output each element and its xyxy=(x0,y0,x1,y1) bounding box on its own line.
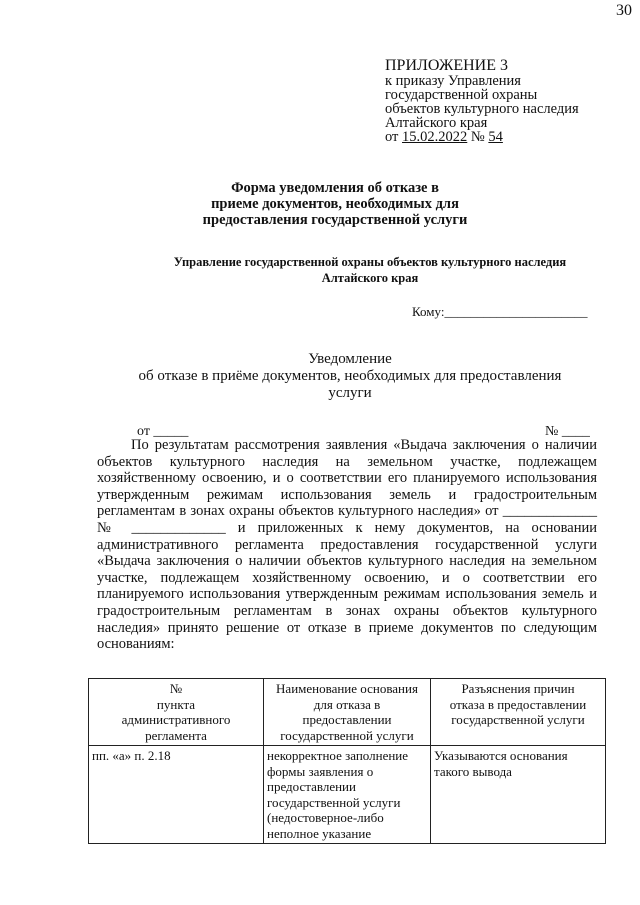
date-prefix: от xyxy=(385,129,403,145)
header-line: государственной услуги xyxy=(280,727,414,743)
header-line: отказа в предоставлении xyxy=(449,696,587,712)
cell-clause: пп. «а» п. 2.18 xyxy=(89,746,264,844)
notice-title xyxy=(100,351,600,402)
number-prefix: № xyxy=(467,129,489,145)
recipient-field: Кому:______________________ xyxy=(412,304,588,319)
table-row xyxy=(89,746,606,844)
appendix-line: объектов культурного наследия xyxy=(385,101,579,117)
header-explanation xyxy=(431,679,606,746)
appendix-line: Алтайского края xyxy=(385,115,488,131)
organization-name xyxy=(120,254,620,286)
appendix-date-line xyxy=(385,130,579,144)
order-date: 15.02.2022 xyxy=(402,129,468,145)
header-reason xyxy=(264,679,431,746)
grounds-table xyxy=(88,678,606,844)
form-title-line: предоставления государственной услуги xyxy=(202,212,468,228)
notice-title-line: услуги xyxy=(328,385,372,401)
page-number: 30 xyxy=(616,2,632,19)
cell-explanation xyxy=(431,746,606,844)
form-title-line: Форма уведомления об отказе в xyxy=(231,180,439,196)
cell-line: государственной услуги xyxy=(267,794,401,810)
cell-line: Указываются основания xyxy=(434,748,568,763)
notice-date-field: от _____ xyxy=(137,424,189,439)
cell-line: предоставлении xyxy=(267,779,356,794)
notice-number-field: № ____ xyxy=(545,424,590,439)
table-header-row xyxy=(89,679,606,746)
appendix-title: ПРИЛОЖЕНИЕ 3 xyxy=(385,57,509,74)
cell-line: неполное указание xyxy=(267,825,372,841)
appendix-line: к приказу Управления xyxy=(385,73,521,89)
header-line: Наименование основания xyxy=(276,681,418,696)
order-number: 54 xyxy=(488,129,503,145)
cell-line: (недостоверное-либо xyxy=(267,810,384,825)
header-line: предоставлении xyxy=(302,712,392,727)
cell-reason xyxy=(264,746,431,844)
notice-title-line: об отказе в приёме документов, необходимых для предоставления xyxy=(138,368,562,384)
header-line: для отказа в xyxy=(313,696,381,712)
appendix-block xyxy=(385,58,579,144)
organization-line: Управление государственной охраны объектов культурного наследия xyxy=(173,255,567,269)
header-line: Разъяснения причин xyxy=(461,681,575,696)
cell-line: такого вывода xyxy=(434,763,512,779)
organization-line: Алтайского края xyxy=(321,271,419,285)
header-line: № xyxy=(169,681,183,696)
header-line: административного xyxy=(121,712,231,727)
cell-line: формы заявления о xyxy=(267,763,374,779)
notice-title-line: Уведомление xyxy=(308,351,392,367)
form-title xyxy=(150,180,520,228)
form-title-line: приеме документов, необходимых для xyxy=(211,196,459,212)
header-clause xyxy=(89,679,264,746)
header-line: пункта xyxy=(156,696,196,712)
header-line: регламента xyxy=(145,727,207,743)
notice-body: По результатам рассмотрения заявления «Выдача заключения о наличии объектов культурного наследия на земельном участке, подлежащем хозяйственному освоению, и о соответствии его планируемого использования утвержденным режимам использования земель и градостроительным регламентам в зонах охраны объектов культурного наследия» от _____________ № _____________ и приложенных к нему документов, на основании административного регламента предоставления государственной услуги «Выдача заключения о наличии объектов культурного наследия на земельном участке, подлежащем хозяйственному освоению, и о соответствии его планируемого использования утвержденным режимам использования земель и градостроительным регламентам в зонах охраны объектов культурного наследия» принято решение от отказе в приеме документов по следующим основаниям: xyxy=(97,437,597,653)
header-line: государственной услуги xyxy=(451,712,585,727)
cell-line: некорректное заполнение xyxy=(267,748,409,763)
appendix-line: государственной охраны xyxy=(385,87,538,103)
